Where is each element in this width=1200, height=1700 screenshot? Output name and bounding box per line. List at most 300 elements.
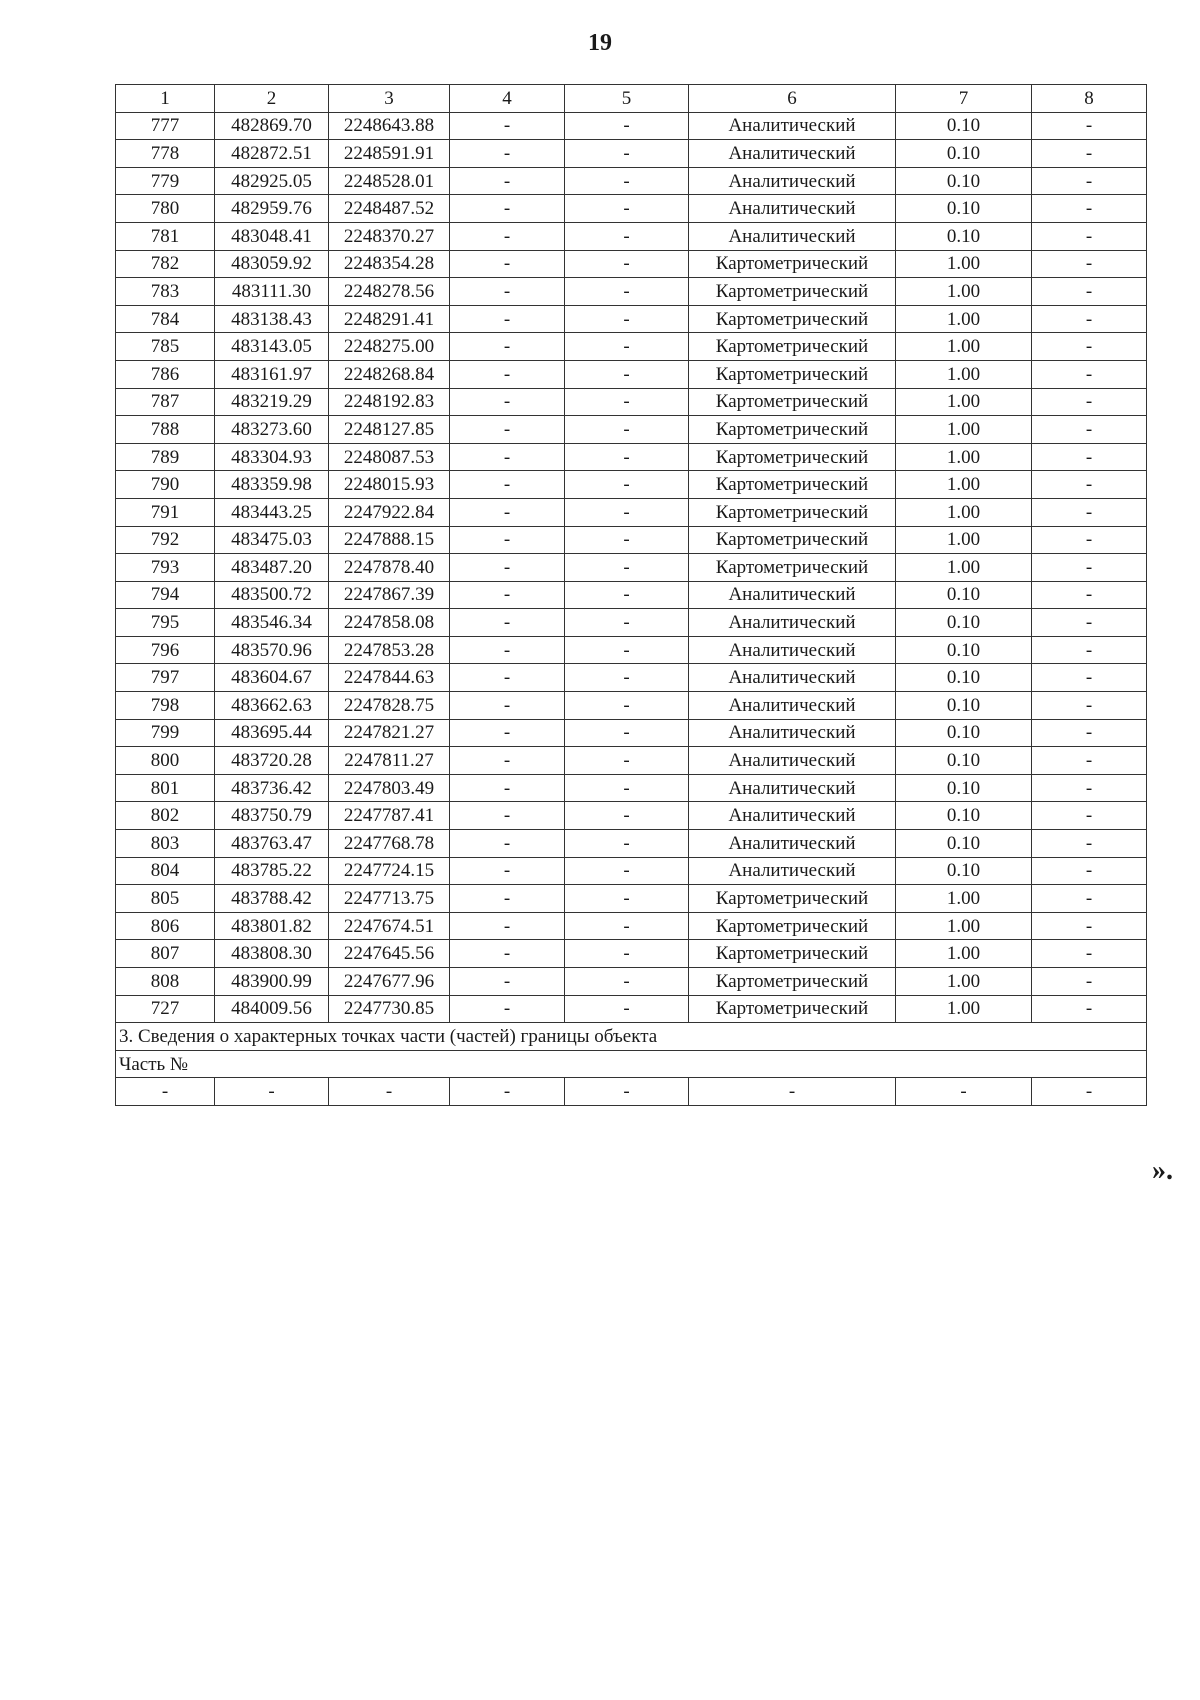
table-cell: Аналитический [689,195,896,223]
table-cell: - [565,692,689,720]
table-row [116,830,1147,858]
section-title-row [116,1023,1147,1051]
table-cell: 483304.93 [215,443,329,471]
table-cell: - [565,388,689,416]
header-cell: 7 [896,85,1032,113]
table-row [116,416,1147,444]
empty-cell: - [565,1078,689,1106]
table-cell: - [565,664,689,692]
table-cell: - [1032,554,1147,582]
table-cell: 2247803.49 [329,774,450,802]
table-cell: 2248015.93 [329,471,450,499]
table-row [116,609,1147,637]
table-cell: - [450,857,565,885]
table-cell: 483359.98 [215,471,329,499]
table-cell: - [1032,857,1147,885]
table-cell: 800 [116,747,215,775]
table-cell: 793 [116,554,215,582]
table-cell: - [565,581,689,609]
table-cell: 483808.30 [215,940,329,968]
table-cell: 787 [116,388,215,416]
table-cell: - [1032,940,1147,968]
table-row [116,140,1147,168]
table-cell: 781 [116,222,215,250]
table-cell: 804 [116,857,215,885]
table-cell: Картометрический [689,885,896,913]
header-cell: 3 [329,85,450,113]
table-cell: 792 [116,526,215,554]
table-cell: 1.00 [896,305,1032,333]
table-cell: 482925.05 [215,167,329,195]
table-cell: - [1032,388,1147,416]
table-cell: 2247922.84 [329,498,450,526]
table-cell: Картометрический [689,554,896,582]
table-cell: 482872.51 [215,140,329,168]
table-row [116,195,1147,223]
table-cell: - [1032,333,1147,361]
empty-cell: - [450,1078,565,1106]
page-number: 19 [588,30,612,56]
table-row [116,581,1147,609]
table-cell: 1.00 [896,995,1032,1023]
header-cell: 4 [450,85,565,113]
empty-cell: - [689,1078,896,1106]
table-cell: - [1032,498,1147,526]
table-cell: 782 [116,250,215,278]
table-cell: 1.00 [896,278,1032,306]
table-cell: - [565,140,689,168]
table-row [116,747,1147,775]
table-cell: - [565,830,689,858]
table-cell: 0.10 [896,167,1032,195]
table-cell: 1.00 [896,388,1032,416]
table-row [116,498,1147,526]
table-cell: - [450,609,565,637]
table-cell: - [1032,912,1147,940]
table-row [116,554,1147,582]
table-cell: - [1032,222,1147,250]
table-cell: 1.00 [896,526,1032,554]
table-cell: - [450,912,565,940]
table-cell: 2248354.28 [329,250,450,278]
table-cell: 1.00 [896,443,1032,471]
table-cell: 0.10 [896,222,1032,250]
table-row [116,250,1147,278]
table-cell: 2248291.41 [329,305,450,333]
table-cell: 2247713.75 [329,885,450,913]
table-row [116,885,1147,913]
table-row [116,912,1147,940]
table-cell: Аналитический [689,222,896,250]
table-row [116,443,1147,471]
table-cell: 2248370.27 [329,222,450,250]
table-cell: - [450,995,565,1023]
table-row [116,360,1147,388]
table-cell: 2247844.63 [329,664,450,692]
table-cell: - [565,416,689,444]
table-cell: 2247645.56 [329,940,450,968]
table-cell: 778 [116,140,215,168]
table-cell: - [565,885,689,913]
empty-row [116,1078,1147,1106]
table-cell: 2247768.78 [329,830,450,858]
table-cell: 1.00 [896,968,1032,996]
table-cell: - [1032,526,1147,554]
table-cell: 482959.76 [215,195,329,223]
table-cell: - [565,250,689,278]
table-cell: 483487.20 [215,554,329,582]
table-cell: 483143.05 [215,333,329,361]
table-cell: - [1032,278,1147,306]
table-cell: 1.00 [896,416,1032,444]
table-cell: - [450,305,565,333]
table-cell: 2248528.01 [329,167,450,195]
table-cell: Аналитический [689,112,896,140]
table-cell: 2248487.52 [329,195,450,223]
table-cell: - [450,140,565,168]
table-cell: Аналитический [689,802,896,830]
table-cell: - [565,719,689,747]
table-cell: - [1032,802,1147,830]
table-cell: - [1032,692,1147,720]
table-cell: 2247677.96 [329,968,450,996]
table-cell: Картометрический [689,526,896,554]
table-cell: 0.10 [896,664,1032,692]
header-cell: 2 [215,85,329,113]
table-cell: - [565,747,689,775]
table-row [116,940,1147,968]
table-cell: Картометрический [689,471,896,499]
table-cell: - [1032,140,1147,168]
table-cell: 795 [116,609,215,637]
table-cell: - [1032,995,1147,1023]
table-cell: 483604.67 [215,664,329,692]
table-cell: - [565,968,689,996]
table-cell: Картометрический [689,968,896,996]
table-cell: 2248127.85 [329,416,450,444]
table-cell: 483443.25 [215,498,329,526]
table-cell: Картометрический [689,388,896,416]
table-row [116,526,1147,554]
table-cell: Аналитический [689,830,896,858]
table-cell: - [565,498,689,526]
table-cell: - [1032,719,1147,747]
table-cell: 1.00 [896,498,1032,526]
table-cell: - [450,112,565,140]
table-cell: 783 [116,278,215,306]
table-cell: - [1032,885,1147,913]
table-cell: 2247724.15 [329,857,450,885]
table-cell: - [1032,747,1147,775]
table-cell: - [1032,581,1147,609]
table-cell: - [565,554,689,582]
table-row [116,719,1147,747]
table-cell: 788 [116,416,215,444]
table-cell: - [565,802,689,830]
table-cell: 2248591.91 [329,140,450,168]
table-cell: 483111.30 [215,278,329,306]
table-cell: - [450,692,565,720]
table-cell: - [450,664,565,692]
table-cell: 779 [116,167,215,195]
header-row [116,85,1147,113]
table-cell: 483500.72 [215,581,329,609]
table-cell: - [1032,167,1147,195]
table-cell: 2248192.83 [329,388,450,416]
table-cell: 2247853.28 [329,636,450,664]
table-cell: 2247828.75 [329,692,450,720]
table-cell: - [565,857,689,885]
table-cell: Картометрический [689,360,896,388]
table-cell: 483475.03 [215,526,329,554]
table-cell: 484009.56 [215,995,329,1023]
table-cell: - [450,747,565,775]
table-cell: 483048.41 [215,222,329,250]
table-cell: 801 [116,774,215,802]
table-cell: Аналитический [689,664,896,692]
table-cell: 0.10 [896,636,1032,664]
table-cell: - [1032,195,1147,223]
empty-cell: - [1032,1078,1147,1106]
section-title: 3. Сведения о характерных точках части (частей) границы объекта [116,1023,1147,1051]
table-cell: 483788.42 [215,885,329,913]
table-cell: 2247888.15 [329,526,450,554]
table-cell: - [450,940,565,968]
table-cell: Картометрический [689,940,896,968]
table-cell: - [450,885,565,913]
table-cell: 482869.70 [215,112,329,140]
table-cell: 1.00 [896,912,1032,940]
table-cell: - [565,360,689,388]
table-cell: Аналитический [689,692,896,720]
header-cell: 6 [689,85,896,113]
table-cell: Аналитический [689,636,896,664]
table-cell: 2247811.27 [329,747,450,775]
table-cell: - [565,526,689,554]
table-cell: 784 [116,305,215,333]
table-cell: - [565,609,689,637]
table-cell: Картометрический [689,333,896,361]
part-label: Часть № [116,1050,1147,1078]
table-cell: - [565,995,689,1023]
table-cell: 780 [116,195,215,223]
table-cell: Картометрический [689,498,896,526]
table-cell: - [565,333,689,361]
table-row [116,388,1147,416]
empty-cell: - [215,1078,329,1106]
table-cell: - [1032,250,1147,278]
table-cell: 0.10 [896,802,1032,830]
table-cell: 0.10 [896,830,1032,858]
table-cell: Аналитический [689,609,896,637]
table-cell: 785 [116,333,215,361]
table-cell: 791 [116,498,215,526]
part-label-row [116,1050,1147,1078]
table-cell: - [1032,774,1147,802]
table-cell: 483801.82 [215,912,329,940]
table-cell: - [1032,443,1147,471]
table-cell: 802 [116,802,215,830]
table-cell: - [565,471,689,499]
table-cell: 0.10 [896,747,1032,775]
table-row [116,112,1147,140]
table-cell: Картометрический [689,443,896,471]
table-cell: 483785.22 [215,857,329,885]
table-cell: 483059.92 [215,250,329,278]
table-cell: 808 [116,968,215,996]
table-cell: - [565,278,689,306]
table-cell: - [1032,609,1147,637]
table-row [116,664,1147,692]
table-cell: - [450,388,565,416]
table-cell: - [450,222,565,250]
table-cell: 790 [116,471,215,499]
empty-cell: - [896,1078,1032,1106]
table-cell: - [565,636,689,664]
table-cell: 483219.29 [215,388,329,416]
table-cell: 1.00 [896,471,1032,499]
table-cell: - [1032,305,1147,333]
table-cell: - [565,112,689,140]
table-cell: Аналитический [689,774,896,802]
table-cell: - [450,581,565,609]
table-cell: 2248087.53 [329,443,450,471]
header-cell: 5 [565,85,689,113]
table-cell: Картометрический [689,278,896,306]
table-row [116,333,1147,361]
table-cell: - [450,968,565,996]
closing-quote: ». [1152,1155,1173,1186]
table-cell: - [450,443,565,471]
table-cell: 2247787.41 [329,802,450,830]
table-cell: - [1032,416,1147,444]
table-body [116,85,1147,1106]
table-row [116,968,1147,996]
table-cell: - [450,554,565,582]
table-cell: 727 [116,995,215,1023]
table-cell: - [450,830,565,858]
table-cell: 803 [116,830,215,858]
table-cell: Аналитический [689,857,896,885]
table-cell: 483546.34 [215,609,329,637]
table-cell: Картометрический [689,416,896,444]
table-cell: 799 [116,719,215,747]
table-cell: - [565,940,689,968]
table-cell: - [450,526,565,554]
table-cell: Картометрический [689,912,896,940]
table-cell: - [450,719,565,747]
table-cell: 0.10 [896,692,1032,720]
table-cell: - [450,471,565,499]
table-cell: 0.10 [896,195,1032,223]
table-cell: 483736.42 [215,774,329,802]
table-cell: 1.00 [896,333,1032,361]
table-row [116,995,1147,1023]
table-cell: 483900.99 [215,968,329,996]
table-cell: 798 [116,692,215,720]
table-cell: 0.10 [896,719,1032,747]
empty-cell: - [329,1078,450,1106]
table-cell: - [450,802,565,830]
table-cell: Аналитический [689,719,896,747]
header-cell: 8 [1032,85,1147,113]
coordinates-table [115,84,1147,1106]
table-cell: - [565,195,689,223]
table-cell: 806 [116,912,215,940]
table-cell: - [450,333,565,361]
table-cell: 0.10 [896,774,1032,802]
table-cell: - [450,278,565,306]
table-cell: 483570.96 [215,636,329,664]
table-cell: - [1032,664,1147,692]
table-cell: Аналитический [689,140,896,168]
table-cell: 797 [116,664,215,692]
table-cell: 807 [116,940,215,968]
table-cell: - [1032,471,1147,499]
table-row [116,857,1147,885]
table-cell: 2247730.85 [329,995,450,1023]
table-cell: 2247878.40 [329,554,450,582]
table-cell: Картометрический [689,995,896,1023]
table-cell: 2247821.27 [329,719,450,747]
empty-cell: - [116,1078,215,1106]
table-cell: - [450,360,565,388]
table-row [116,278,1147,306]
table-cell: - [565,774,689,802]
table-cell: 2248268.84 [329,360,450,388]
table-cell: 0.10 [896,140,1032,168]
table-cell: Аналитический [689,747,896,775]
table-cell: - [565,167,689,195]
table-cell: 789 [116,443,215,471]
table-cell: - [450,195,565,223]
table-cell: 483695.44 [215,719,329,747]
table-cell: - [450,250,565,278]
table-cell: 483750.79 [215,802,329,830]
table-row [116,802,1147,830]
table-cell: - [1032,360,1147,388]
table-cell: - [1032,830,1147,858]
table-cell: 794 [116,581,215,609]
table-cell: 805 [116,885,215,913]
table-cell: 0.10 [896,857,1032,885]
table-cell: 0.10 [896,609,1032,637]
header-cell: 1 [116,85,215,113]
table-cell: - [1032,636,1147,664]
table-cell: 0.10 [896,112,1032,140]
table-cell: 796 [116,636,215,664]
table-row [116,692,1147,720]
table-row [116,305,1147,333]
table-cell: 1.00 [896,250,1032,278]
table-cell: 2247674.51 [329,912,450,940]
table-row [116,167,1147,195]
table-cell: Картометрический [689,305,896,333]
table-cell: - [565,305,689,333]
table-cell: 483273.60 [215,416,329,444]
table-cell: - [450,498,565,526]
table-cell: 483720.28 [215,747,329,775]
table-cell: - [1032,112,1147,140]
table-cell: - [1032,968,1147,996]
table-cell: 1.00 [896,554,1032,582]
table-cell: 1.00 [896,885,1032,913]
table-cell: 2247867.39 [329,581,450,609]
table-cell: 483161.97 [215,360,329,388]
table-cell: - [565,912,689,940]
table-cell: - [450,416,565,444]
table-cell: 483763.47 [215,830,329,858]
